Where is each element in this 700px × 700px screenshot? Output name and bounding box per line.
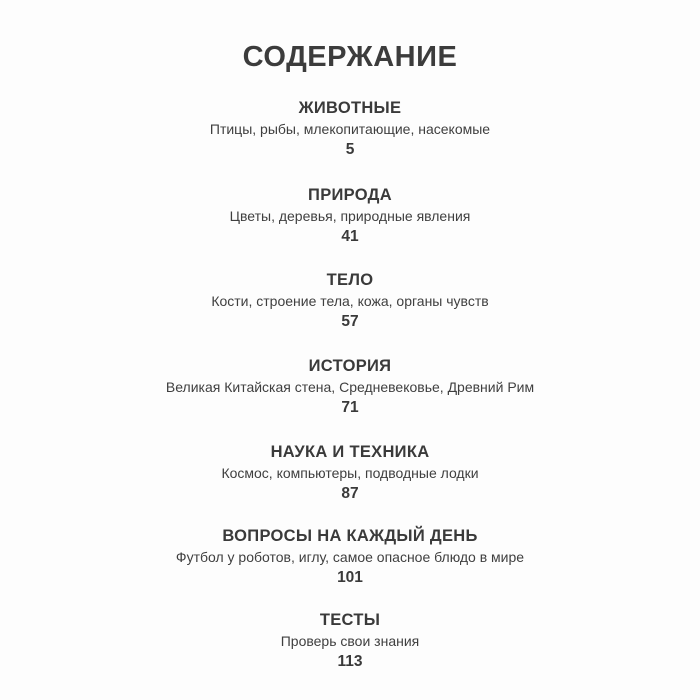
toc-section-history [0,356,700,417]
toc-section-animals [0,98,700,159]
section-description: Космос, компьютеры, подводные лодки [221,465,479,481]
section-description: Птицы, рыбы, млекопитающие, насекомые [209,121,491,137]
section-page-number: 101 [337,569,363,586]
section-heading: НАУКА И ТЕХНИКА [270,443,430,461]
section-heading: ИСТОРИЯ [308,357,392,375]
section-description: Кости, строение тела, кожа, органы чувств [211,293,489,309]
section-heading: ЖИВОТНЫЕ [298,99,402,117]
toc-section-tests [0,610,700,671]
section-description: Великая Китайская стена, Средневековье, Древний Рим [165,379,535,395]
section-page-number: 71 [341,399,359,416]
section-page-number: 87 [341,485,359,502]
toc-section-science [0,442,700,503]
section-description: Проверь свои знания [280,633,420,649]
toc-section-body [0,270,700,331]
page-title: СОДЕРЖАНИЕ [242,41,458,73]
section-description: Футбол у роботов, иглу, самое опасное блюдо в мире [175,549,525,565]
section-page-number: 5 [345,141,355,158]
section-heading: ТЕСТЫ [319,611,381,629]
section-page-number: 113 [337,653,363,670]
section-heading: ВОПРОСЫ НА КАЖДЫЙ ДЕНЬ [222,527,478,545]
toc-section-nature [0,185,700,246]
section-heading: ПРИРОДА [308,186,392,204]
toc-section-daily-questions [0,526,700,587]
section-heading: ТЕЛО [326,271,374,289]
section-page-number: 57 [341,313,359,330]
section-description: Цветы, деревья, природные явления [229,208,471,224]
section-page-number: 41 [341,228,359,245]
